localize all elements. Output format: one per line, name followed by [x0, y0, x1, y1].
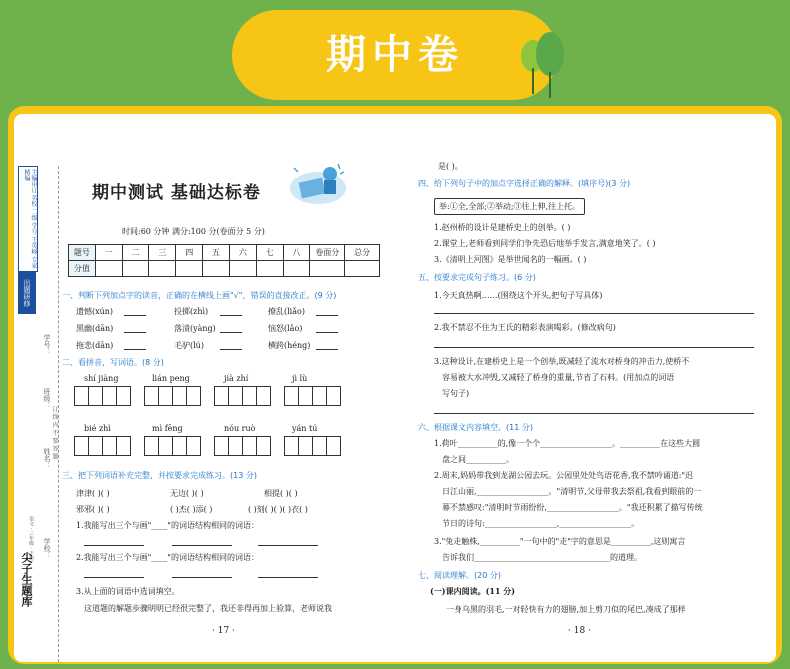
score-cell[interactable] [203, 261, 230, 277]
score-header-cell: 三 [149, 245, 176, 261]
fill-line: 盘之间__________。 [442, 455, 514, 464]
score-row-label: 分值 [69, 261, 96, 277]
score-cell[interactable] [95, 261, 122, 277]
pinyin-label: lián peng [152, 374, 190, 383]
score-cell[interactable] [310, 261, 345, 277]
score-cell[interactable] [176, 261, 203, 277]
score-cell[interactable] [149, 261, 176, 277]
score-header-cell: 六 [229, 245, 256, 261]
fill-line: 日江山丽,__________________。"清明节,父母带我去祭祖,我看到眼前的一 [442, 487, 702, 496]
section-7-subheading: (一)课内阅读。(11 分) [430, 586, 516, 596]
score-header-cell: 五 [203, 245, 230, 261]
section-7-heading: 七、阅读理解。(20 分) [418, 571, 501, 580]
pinyin-label: bié zhì [84, 424, 111, 433]
pinyin-label: shí jiàng [84, 374, 119, 383]
writing-grid[interactable] [214, 436, 271, 456]
fill-line: 3."兔走触株,__________"一句中的"走"字的意思是__________,这则寓言 [434, 537, 686, 546]
score-header-cell: 题号 [69, 245, 96, 261]
title-banner [232, 10, 558, 100]
binding-sidebar [14, 166, 60, 662]
answer-blank[interactable] [172, 544, 232, 546]
section-5-heading: 五、按要求完成句子练习。(6 分) [418, 273, 536, 282]
question-3-3: 3.从上面的词语中选词填空。 [76, 587, 180, 596]
idiom-item: ( )杰( )添( ) [170, 505, 213, 514]
score-cell[interactable] [122, 261, 149, 277]
score-cell[interactable] [283, 261, 310, 277]
answer-line[interactable] [434, 312, 754, 314]
question-4-item: 2.课堂上,老师看到同学们争先恐后地举手发言,满意地笑了。( ) [434, 239, 656, 248]
answer-blank[interactable] [84, 544, 144, 546]
pinyin-item: 毛驴(lú) [174, 341, 204, 350]
question-4-item: 3.《清明上河图》是举世闻名的一幅画。( ) [434, 255, 587, 264]
idiom-item: 相提( )( ) [264, 489, 298, 498]
seal-line-text: 订 线 内 不 要 答 题 [51, 406, 58, 460]
page-number-right: · 18 · [568, 626, 591, 636]
section-2-heading: 二、看拼音，写词语。(8 分) [62, 358, 164, 367]
answer-blank[interactable] [172, 576, 232, 578]
left-page [62, 114, 380, 662]
page-number-left: · 17 · [212, 626, 235, 636]
side-brand-box [18, 166, 38, 272]
label-school: 学校： [43, 538, 51, 559]
tree-icon [518, 28, 568, 98]
pinyin-label: nóu ruò [224, 424, 256, 433]
definition-box: 举:①全,全部;②举动;③往上伸,往上托。 [434, 198, 585, 215]
idiom-item: ( )刻( )( )( )衣( ) [248, 505, 308, 514]
score-header-cell: 卷面分 [310, 245, 345, 261]
pinyin-label: jià zhí [224, 374, 249, 383]
section-3-heading: 三、把下列词语补充完整，并按要求完成练习。(13 分) [62, 471, 257, 480]
page-title: 期中测试 基础达标卷 [92, 183, 261, 203]
pinyin-item: 落渍(yàng) [174, 324, 216, 333]
score-header-cell: 七 [256, 245, 283, 261]
question-5-item: 1.今天真热啊……(围绕这个开头,把句子写具体) [434, 291, 603, 300]
question-5-item: 容易被大水冲毁,又减轻了桥身的重量,节省了石料。(用加点的词语 [442, 373, 675, 382]
section-4-heading: 四、给下列句子中的加点字选择正确的解释。(填序号)(3 分) [418, 179, 631, 188]
label-student-id: 学号： [43, 334, 51, 355]
pinyin-label: jì lù [292, 374, 308, 383]
reading-text: 一身乌黑的羽毛,一对轻快有力的翅膀,加上剪刀似的尾巴,凑成了那样 [446, 605, 686, 614]
writing-grid[interactable] [74, 436, 131, 456]
writing-grid[interactable] [284, 386, 341, 406]
section-1-heading: 一、判断下列加点字的读音，正确的在横线上画"√"，错误的直接改正。(9 分) [62, 291, 337, 300]
idiom-item: 无边( )( ) [170, 489, 204, 498]
question-3-3-text: 这道题的解题步骤明明已经很完整了，我还非得再加上验算，老师说我 [84, 604, 332, 613]
question-5-item: 2.我不禁忍不住为王氏的精彩表演喝彩。(修改病句) [434, 323, 616, 332]
side-brand-bottom [18, 552, 36, 660]
fill-line: 告诉我们__________________________________的道理。 [442, 553, 642, 562]
answer-line[interactable] [434, 412, 754, 414]
fill-line: 节日的诗句:__________________,__________________。 [442, 519, 640, 528]
idiom-item: 津津( )( ) [76, 489, 110, 498]
fill-line: 1.荷叶__________的,像一个个__________________。__________在这些大圆 [434, 439, 701, 448]
seal-dashline [58, 166, 59, 662]
question-3-2: 2.我能写出三个与画"____"的词语结构相同的词语： [76, 553, 259, 562]
question-4-item: 1.赵州桥的设计是建桥史上的创举。( ) [434, 223, 571, 232]
writing-grid[interactable] [74, 386, 131, 406]
label-name: 姓名： [43, 448, 51, 469]
fill-line: 幕不禁感叹:"清明时节雨纷纷,__________________。"我还积累了描写传统 [442, 503, 703, 512]
banner-title: 期中卷 [326, 32, 464, 78]
pinyin-item: 撩乱(liǎo) [268, 307, 305, 316]
score-header-cell: 总分 [345, 245, 380, 261]
answer-blank[interactable] [258, 544, 318, 546]
score-header-row [69, 245, 380, 261]
answer-blank[interactable] [220, 331, 242, 333]
section-6-heading: 六、根据课文内容填空。(11 分) [418, 423, 533, 432]
score-table [68, 244, 380, 277]
score-header-cell: 四 [176, 245, 203, 261]
score-value-row [69, 261, 380, 277]
grade-text: 语文 · 三年级 · 下册 [28, 516, 34, 561]
answer-blank[interactable] [220, 348, 242, 350]
score-cell[interactable] [345, 261, 380, 277]
writing-grid[interactable] [144, 436, 201, 456]
side-tag: 出题研修 [18, 272, 36, 314]
pinyin-item: 拖悲(dān) [76, 341, 114, 350]
answer-blank[interactable] [316, 314, 338, 316]
exam-paper [14, 114, 776, 662]
answer-blank[interactable] [124, 331, 146, 333]
exam-info: 时间:60 分钟 满分:100 分(卷面分 5 分) [122, 227, 265, 236]
pinyin-item: 黑幽(dān) [76, 324, 114, 333]
answer-blank[interactable] [258, 576, 318, 578]
brand-bottom-text: 尖子生题库 [20, 552, 33, 607]
answer-blank[interactable] [84, 576, 144, 578]
pinyin-item: 恼怒(lǎo) [268, 324, 303, 333]
writing-grid[interactable] [284, 436, 341, 456]
fill-line: 2.周末,妈妈带我到龙湖公园去玩。公园里处处鸟语花香,我不禁吟诵道:"迟 [434, 471, 694, 480]
answer-blank[interactable] [124, 314, 146, 316]
answer-blank[interactable] [220, 314, 242, 316]
score-cell[interactable] [229, 261, 256, 277]
label-class: 班级： [43, 388, 51, 409]
right-page [418, 114, 772, 662]
idiom-item: 邪邪( )( ) [76, 505, 110, 514]
pinyin-item: 遗憾(xún) [76, 307, 114, 316]
pinyin-item: 投掷(zhì) [174, 307, 209, 316]
score-header-cell: 一 [95, 245, 122, 261]
answer-line[interactable] [434, 346, 754, 348]
question-3-1: 1.我能写出三个与画"____"的词语结构相同的词语： [76, 521, 259, 530]
writing-grid[interactable] [144, 386, 201, 406]
answer-blank[interactable] [316, 348, 338, 350]
pinyin-label: mì fēng [152, 424, 183, 433]
continuation-line: 是( )。 [438, 162, 463, 171]
score-header-cell: 八 [283, 245, 310, 261]
question-5-item: 写句子) [442, 389, 470, 398]
writing-grid[interactable] [214, 386, 271, 406]
side-brand-text: 主编审订 名校 二级 学号 王英峰 专家 精编 [23, 169, 37, 269]
score-cell[interactable] [256, 261, 283, 277]
answer-blank[interactable] [124, 348, 146, 350]
pinyin-item: 横跨(héng) [268, 341, 311, 350]
score-header-cell: 二 [122, 245, 149, 261]
pinyin-label: yán tú [292, 424, 318, 433]
question-5-item: 3.这种设计,在建桥史上是一个创举,既减轻了流水对桥身的冲击力,使桥不 [434, 357, 690, 366]
reading-kid-icon [288, 158, 348, 206]
answer-blank[interactable] [316, 331, 338, 333]
